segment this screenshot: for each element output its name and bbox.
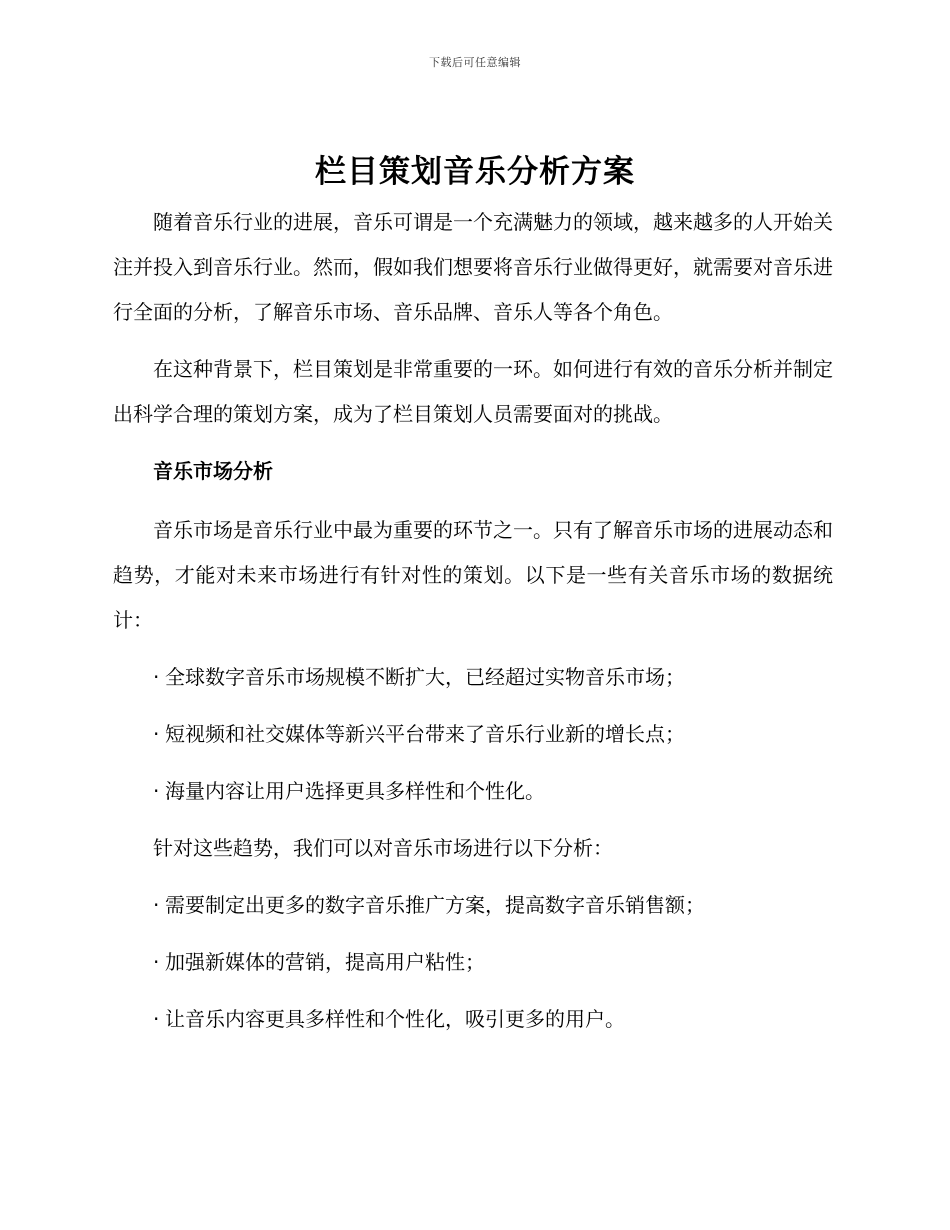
intro-paragraph-1: 随着音乐行业的进展，音乐可谓是一个充满魅力的领域，越来越多的人开始关注并投入到音乐行业。然而，假如我们想要将音乐行业做得更好，就需要对音乐进行全面的分析，了解音乐市场、音乐品牌、音乐人等各个角色。 [113, 210, 833, 324]
bullet-dot-icon: · [153, 722, 160, 746]
intro-paragraph-2: 在这种背景下，栏目策划是非常重要的一环。如何进行有效的音乐分析并制定出科学合理的策划方案，成为了栏目策划人员需要面对的挑战。 [113, 357, 833, 426]
list-item-text: 加强新媒体的营销，提高用户粘性； [165, 950, 485, 974]
list-item-text: 让音乐内容更具多样性和个性化，吸引更多的用户。 [165, 1007, 625, 1031]
list-item [113, 655, 833, 700]
section-heading: 音乐市场分析 [153, 459, 273, 483]
list-item [113, 997, 833, 1042]
page-header-note: 下载后可任意编辑 [429, 56, 521, 69]
list-item [113, 883, 833, 928]
list-item [113, 712, 833, 757]
section-paragraph: 音乐市场是音乐行业中最为重要的环节之一。只有了解音乐市场的进展动态和趋势，才能对未来市场进行有针对性的策划。以下是一些有关音乐市场的数据统计： [113, 518, 833, 632]
bullet-dot-icon: · [153, 893, 160, 917]
bullet-dot-icon: · [153, 665, 160, 689]
bullet-dot-icon: · [153, 950, 160, 974]
document-title: 栏目策划音乐分析方案 [315, 154, 635, 190]
list-item-text: 全球数字音乐市场规模不断扩大，已经超过实物音乐市场； [165, 665, 685, 689]
bullet-dot-icon: · [153, 1007, 160, 1031]
list-item [113, 769, 833, 814]
document-body [113, 200, 833, 1054]
list-item-text: 需要制定出更多的数字音乐推广方案，提高数字音乐销售额； [165, 893, 705, 917]
bullet-dot-icon: · [153, 779, 160, 803]
list-item-text: 短视频和社交媒体等新兴平台带来了音乐行业新的增长点； [165, 722, 685, 746]
analysis-lead: 针对这些趋势，我们可以对音乐市场进行以下分析： [153, 836, 613, 860]
list-item-text: 海量内容让用户选择更具多样性和个性化。 [165, 779, 545, 803]
list-item [113, 940, 833, 985]
